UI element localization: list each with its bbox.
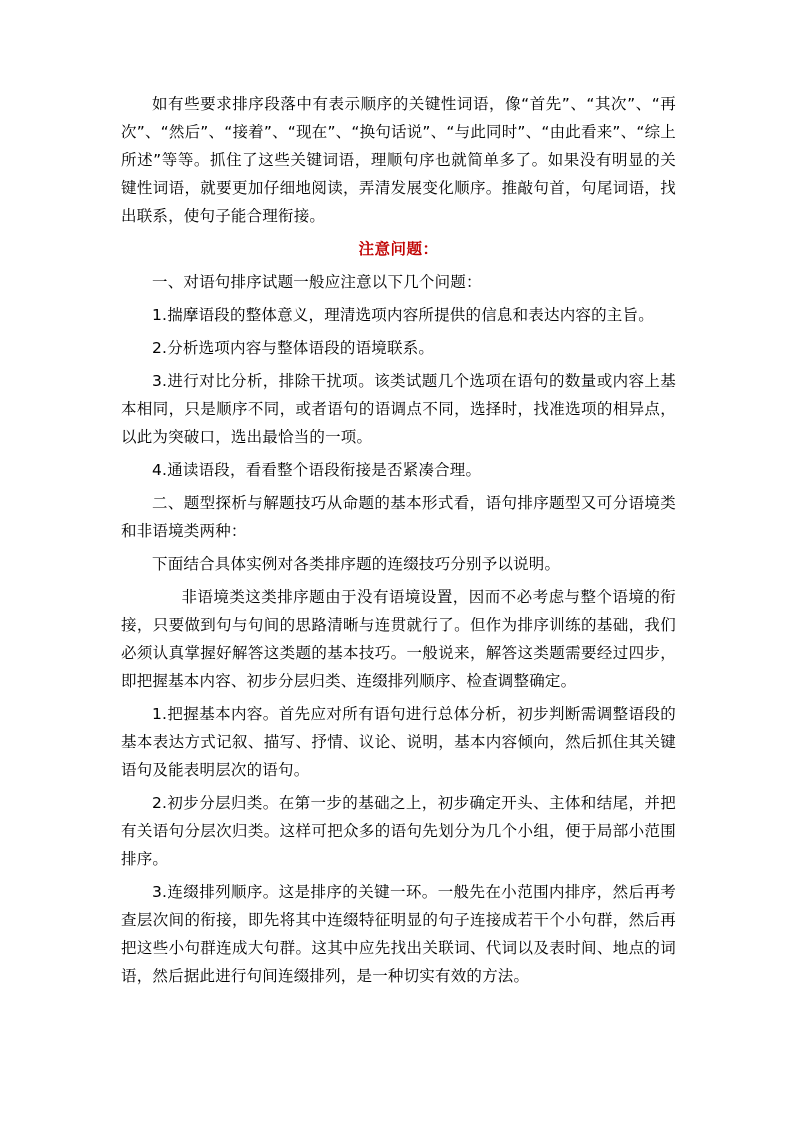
document-page bbox=[121, 90, 676, 995]
section2-intro: 下面结合具体实例对各类排序题的连缀技巧分别予以说明。 bbox=[152, 555, 561, 573]
step-item: 2.初步分层归类。在第一步的基础之上，初步确定开头、主体和结尾，并把有关语句分层次归类。这样可把众多的语句先划分为几个小组，便于局部小范围排序。 bbox=[121, 794, 676, 868]
section1-item: 3.进行对比分析，排除干扰项。该类试题几个选项在语句的数量或内容上基本相同，只是顺序不同，或者语句的语调点不同，选择时，找准选项的相异点，以此为突破口，选出最恰当的一项。 bbox=[121, 372, 676, 446]
section1-item: 2.分析选项内容与整体语段的语境联系。 bbox=[152, 339, 435, 357]
section1-item: 4.通读语段，看看整个语段衔接是否紧凑合理。 bbox=[152, 461, 482, 479]
section2-title: 二、题型探析与解题技巧从命题的基本形式看，语句排序题型又可分语境类和非语境类两种： bbox=[121, 494, 676, 540]
section1-item: 1.揣摩语段的整体意义，理清选项内容所提供的信息和表达内容的主旨。 bbox=[152, 306, 654, 324]
section-heading: 注意问题： bbox=[358, 240, 439, 258]
section2-paragraph: 非语境类这类排序题由于没有语境设置，因而不必考虑与整个语境的衔接，只要做到句与句间的思路清晰与连贯就行了。但作为排序训练的基础，我们必须认真掌握好解答这类题的基本技巧。一般说来，解答这类题需要经过四步，即把握基本内容、初步分层归类、连缀排列顺序、检查调整确定。 bbox=[121, 588, 676, 690]
step-item: 1.把握基本内容。首先应对所有语句进行总体分析，初步判断需调整语段的基本表达方式记叙、描写、抒情、议论、说明，基本内容倾向，然后抓住其关键语句及能表明层次的语句。 bbox=[121, 705, 676, 779]
intro-paragraph: 如有些要求排序段落中有表示顺序的关键性词语，像“首先”、“其次”、“再次”、“然后”、“接着”、“现在”、“换句话说”、“与此同时”、“由此看来”、“综上所述”等等。抓住了这些关键词语，理顺句序也就简单多了。如果没有明显的关键性词语，就要更加仔细地阅读，弄清发展变化顺序。推敲句首，句尾词语，找出联系，使句子能合理衔接。 bbox=[121, 95, 676, 225]
section1-title: 一、对语句排序试题一般应注意以下几个问题： bbox=[152, 273, 482, 291]
step-item: 3.连缀排列顺序。这是排序的关键一环。一般先在小范围内排序，然后再考查层次间的衔接，即先将其中连缀特征明显的句子连接成若干个小句群，然后再把这些小句群连成大句群。这其中应先找出关联词、代词以及表时间、地点的词语，然后据此进行句间连缀排列，是一种切实有效的方法。 bbox=[121, 883, 676, 985]
